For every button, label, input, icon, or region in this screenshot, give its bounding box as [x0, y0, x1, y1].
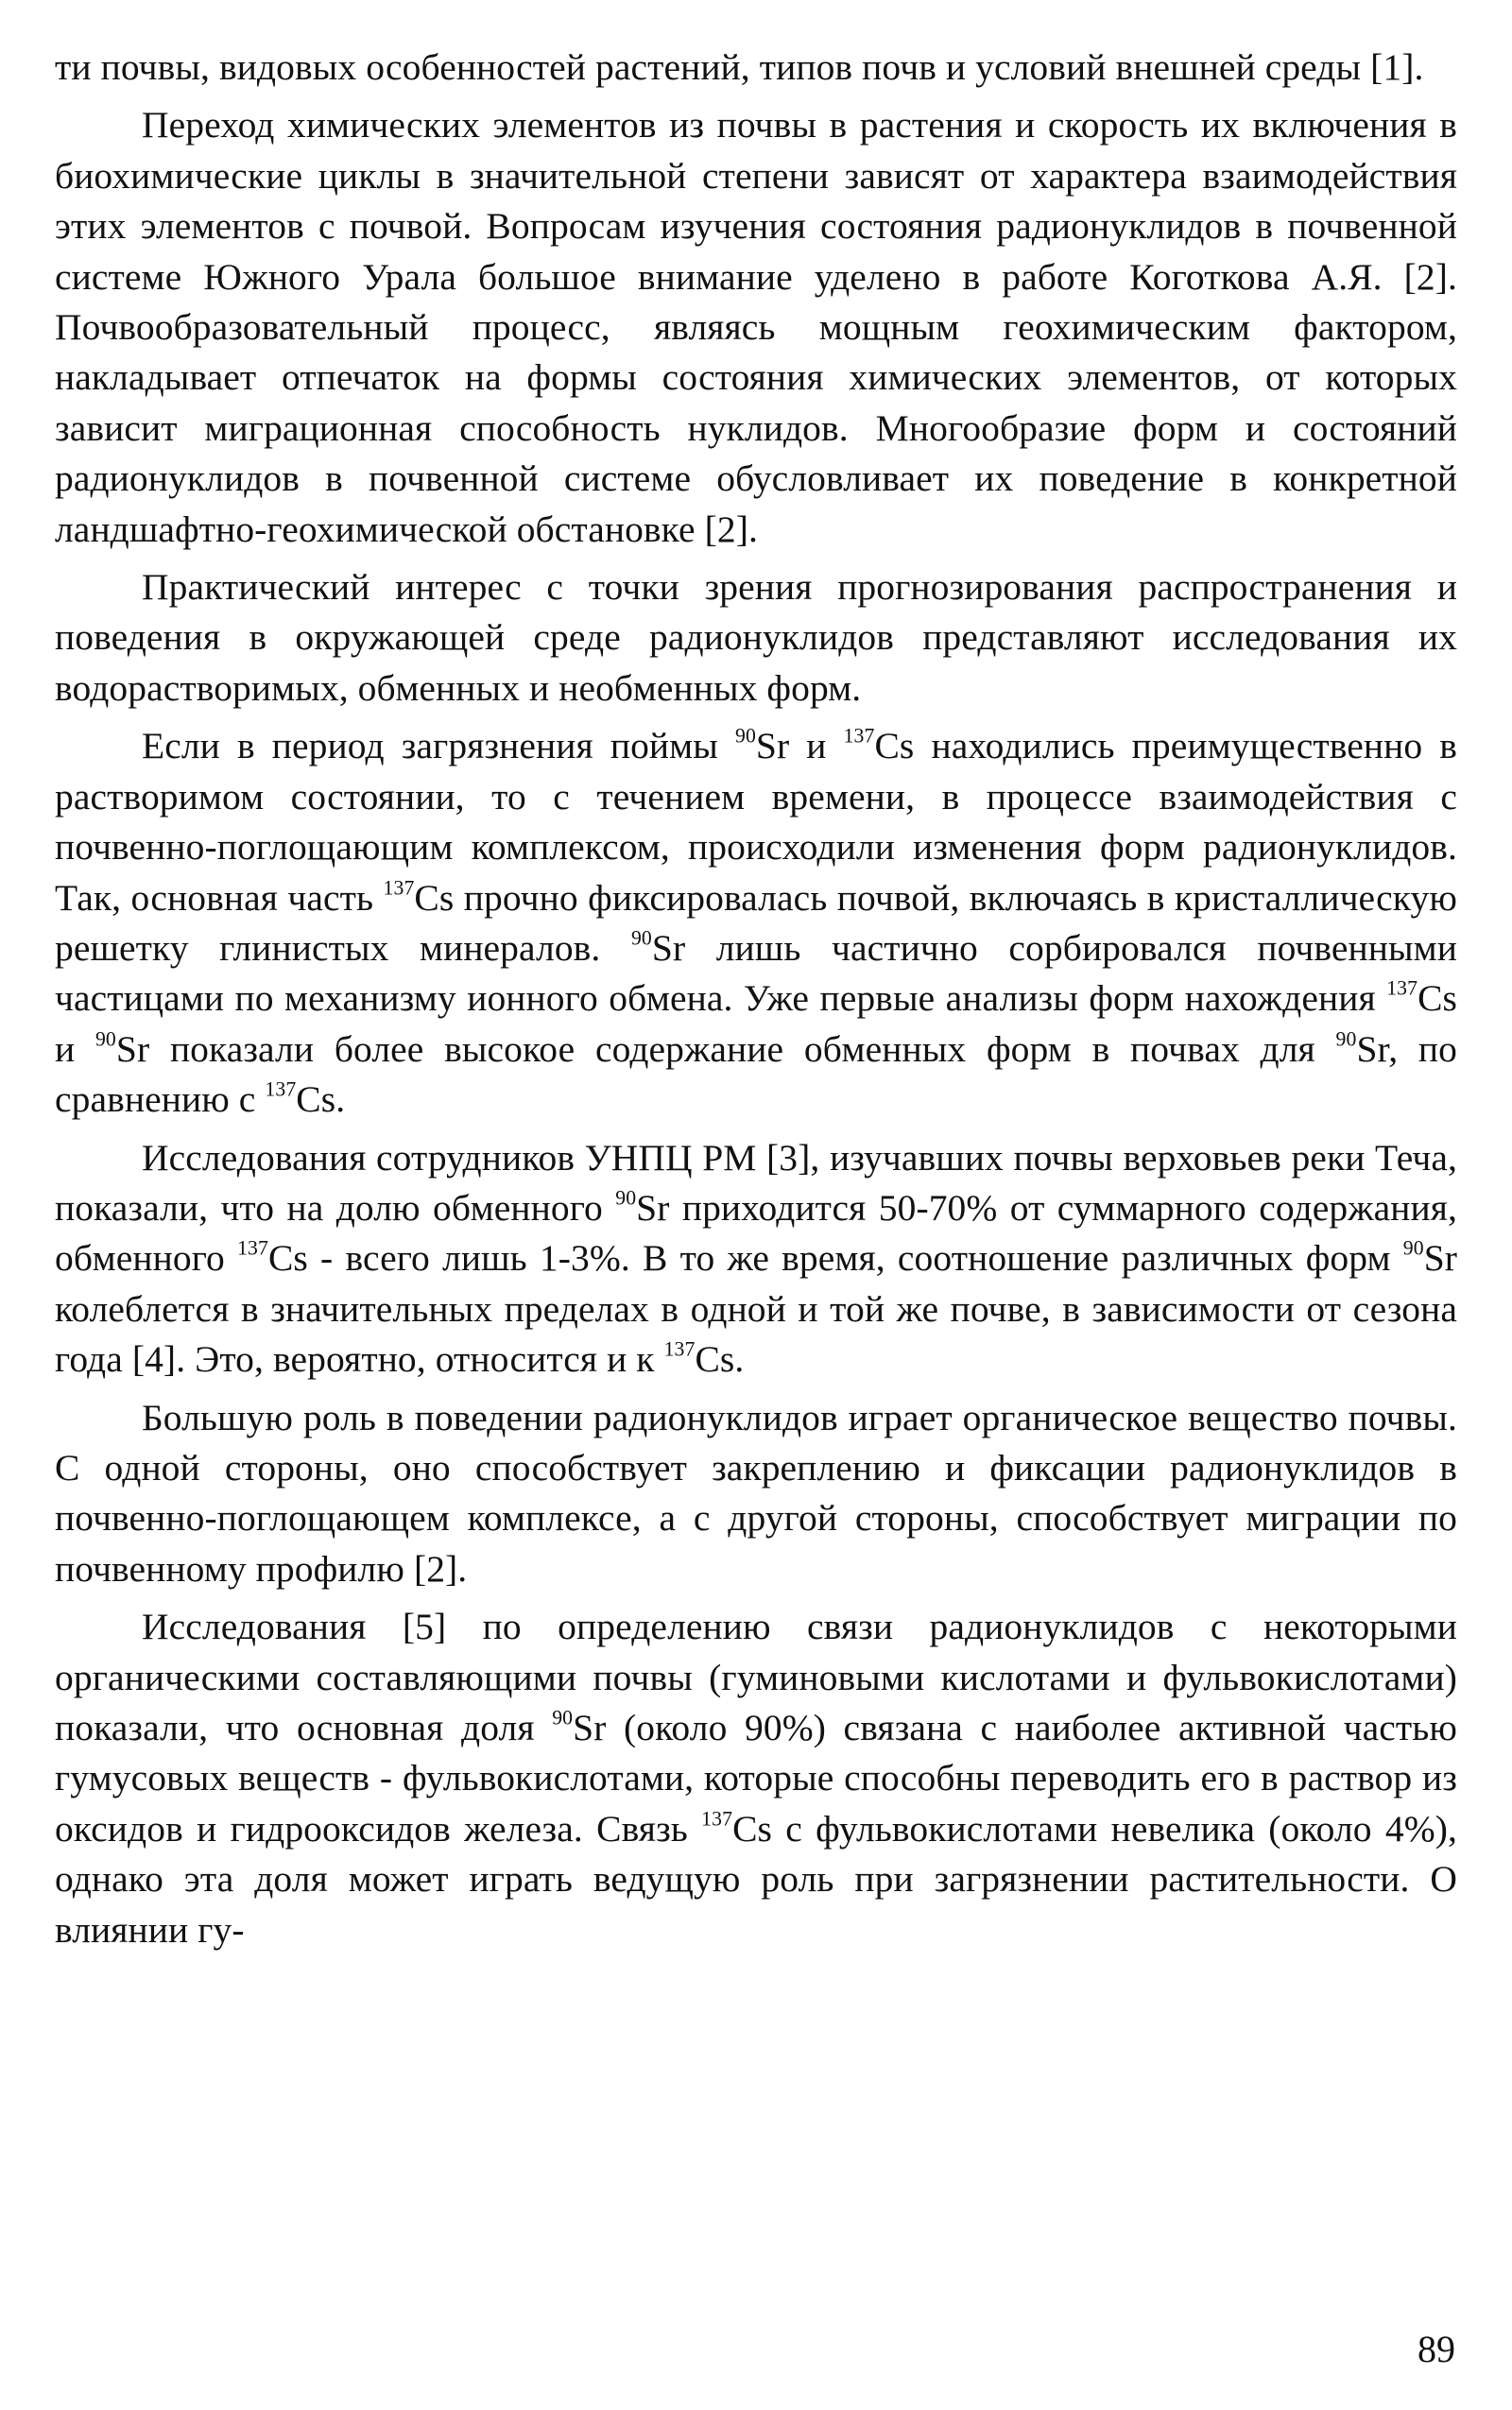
text-run: Sr и	[755, 725, 844, 767]
isotope-mass-number: 90	[94, 1027, 116, 1051]
text-run: Sr колеблется в значительных пределах в одной и той же почве, в зависимости от сезона года [4]. Это, вероятно, относится и к	[55, 1237, 1458, 1381]
paragraph	[55, 1602, 1457, 1955]
text-run: Sr приходится 50-70% от суммарного содержания, обменного	[55, 1186, 1458, 1280]
paragraph	[55, 100, 1457, 555]
paragraph	[55, 1393, 1457, 1595]
page-number: 89	[1418, 2328, 1455, 2370]
text-run: Исследования [5] по определению связи радионуклидов с некоторыми органическими составляющими почвы (гуминовыми кислотами и фульвокислотами) показали, что основная доля	[55, 1606, 1457, 1748]
isotope-mass-number: 90	[734, 725, 756, 748]
isotope-mass-number: 137	[843, 725, 875, 748]
text-run: Cs.	[695, 1338, 745, 1381]
isotope-mass-number: 90	[552, 1706, 574, 1730]
text-run: Cs.	[296, 1078, 346, 1121]
text-run: Sr, по сравнению с	[55, 1027, 1458, 1121]
paragraph	[55, 43, 1457, 93]
isotope-mass-number: 137	[237, 1237, 268, 1261]
text-run: Большую роль в поведении радионуклидов играет органическое вещество почвы. С одной стороны, оно способствует закреплению и фиксации радионуклидов в почвенно-поглощающем комплексе, а с другой стороны, способствует миграции по почвенному профилю [2].	[55, 1396, 1457, 1590]
text-run: Исследования сотрудников УНПЦ РМ [3], изучавших почвы верховьев реки Теча, показали, что на долю обменного	[55, 1136, 1457, 1229]
text-run: Переход химических элементов из почвы в растения и скорость их включения в биохимические циклы в значительной степени зависят от характера взаимодействия этих элементов с почвой. Вопросам изучения состояния радионуклидов в почвенной системе Южного Урала большое внимание уделено в работе Коготкова А.Я. [2]. Почвообразовательный процесс, являясь мощным геохимическим фактором, накладывает отпечаток на формы состояния химических элементов, от которых зависит миграционная способность нуклидов. Многообразие форм и состояний радионуклидов в почвенной системе обусловливает их поведение в конкретной ландшафтно-геохимической обстановке [2].	[55, 104, 1457, 550]
isotope-mass-number: 137	[701, 1807, 733, 1831]
text-run: Sr показали более высокое содержание обменных форм в почвах для	[115, 1027, 1336, 1070]
text-run: Cs прочно фиксировалась почвой, включаясь в кристаллическую решетку глинистых минералов.	[55, 876, 1457, 969]
paragraph	[55, 562, 1457, 714]
body-text	[55, 43, 1457, 1963]
text-run: Sr лишь частично сорбировался почвенными частицами по механизму ионного обмена. Уже первые анализы форм нахождения	[55, 926, 1457, 1020]
isotope-mass-number: 137	[663, 1337, 696, 1361]
isotope-mass-number: 90	[630, 926, 652, 950]
isotope-mass-number: 90	[1402, 1237, 1424, 1261]
isotope-mass-number: 90	[615, 1186, 637, 1210]
text-run: Sr (около 90%) связана с наиболее активной частью гумусовых веществ - фульвокислотами, которые способны переводить его в раствор из оксидов и гидрооксидов железа. Связь	[55, 1707, 1457, 1850]
isotope-mass-number: 137	[383, 876, 415, 900]
text-run: Если в период загрязнения поймы	[142, 725, 735, 767]
text-run: Cs находились преимущественно в растворимом состоянии, то с течением времени, в процессе взаимодействия с почвенно-поглощающим комплексом, происходили изменения форм радионуклидов. Так, основная часть	[55, 725, 1458, 919]
text-run: Cs - всего лишь 1-3%. В то же время, соотношение различных форм	[267, 1237, 1403, 1280]
text-run: Cs с фульвокислотами невелика (около 4%), однако эта доля может играть ведущую роль при загрязнении растительности. О влиянии гу-	[55, 1807, 1458, 1951]
text-run: ти почвы, видовых особенностей растений, типов почв и условий внешней среды [1].	[55, 46, 1424, 88]
paragraph	[55, 1133, 1457, 1386]
isotope-mass-number: 137	[265, 1077, 297, 1101]
text-run: Практический интерес с точки зрения прогнозирования распространения и поведения в окружающей среде радионуклидов представляют исследования их водорастворимых, обменных и необменных форм.	[55, 566, 1457, 709]
isotope-mass-number: 137	[1386, 977, 1418, 1001]
isotope-mass-number: 90	[1335, 1027, 1357, 1051]
text-run: Cs и	[55, 977, 1457, 1070]
paragraph	[55, 721, 1457, 1125]
